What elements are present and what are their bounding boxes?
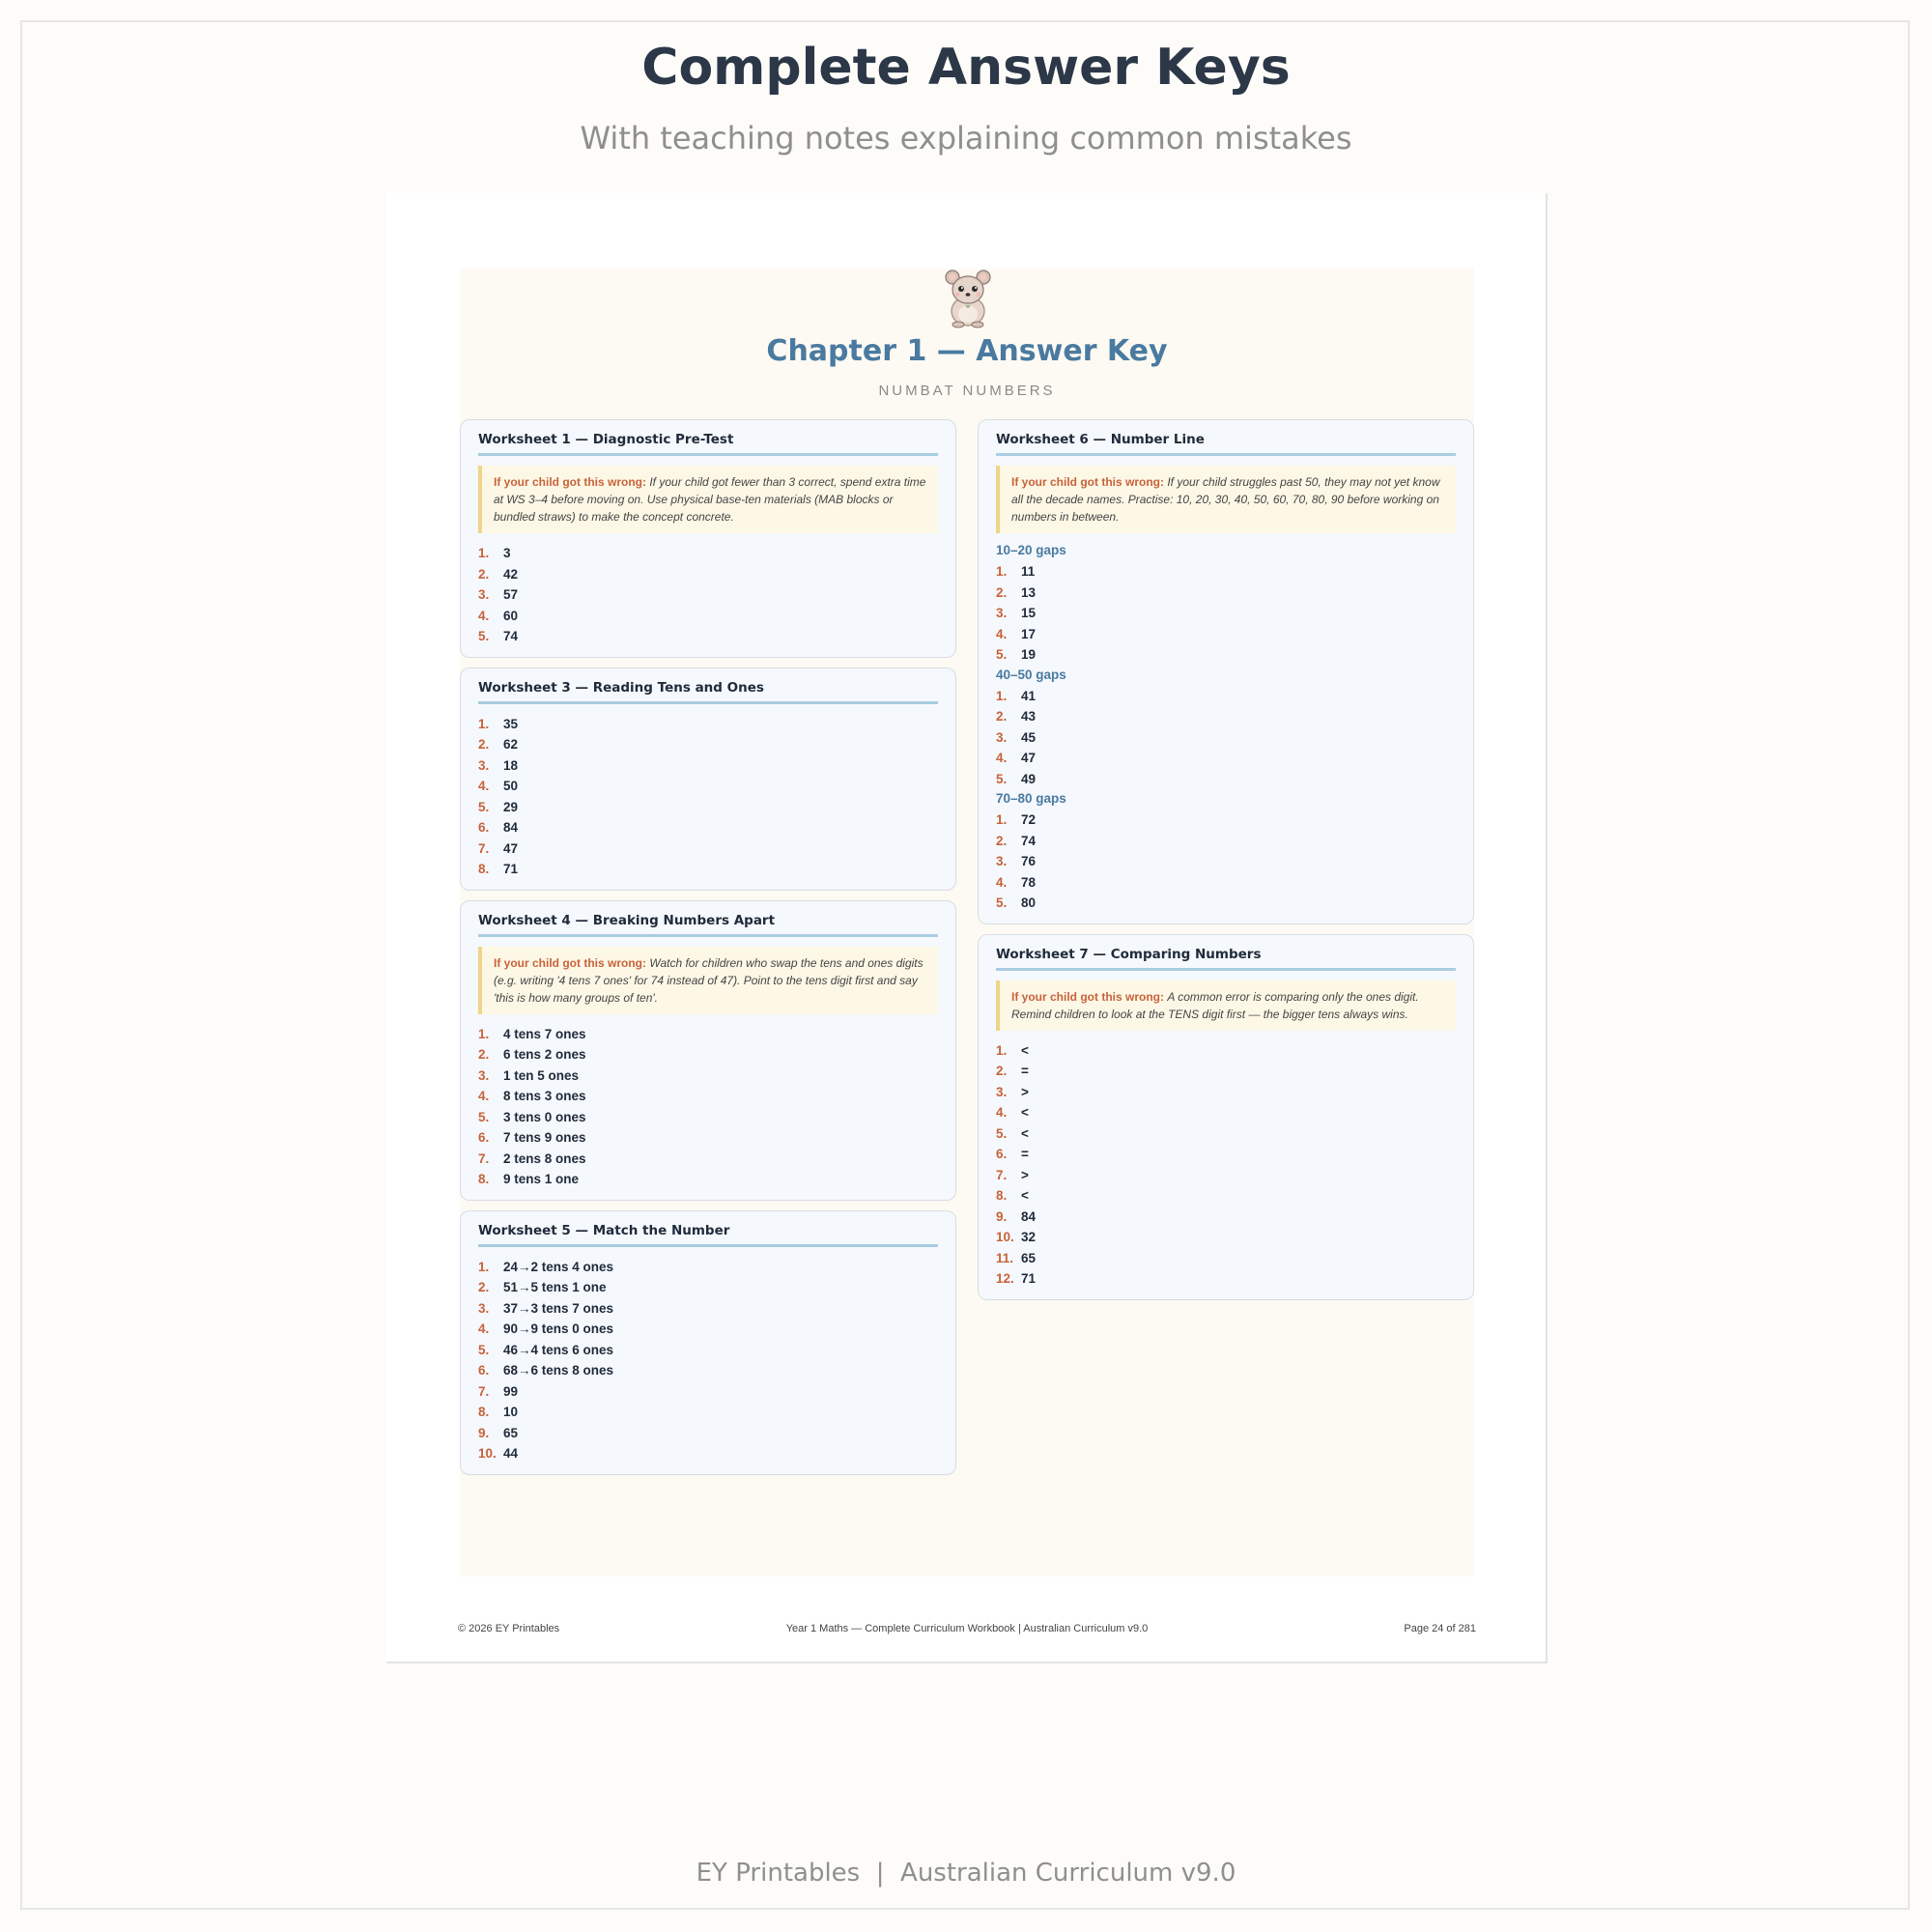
answer-number: 4.	[996, 751, 1008, 765]
answer-value: <	[1021, 1188, 1029, 1203]
page-subtitle: With teaching notes explaining common mistakes	[580, 120, 1352, 156]
note-text: Watch for children who swap the tens and ones digits (e.g. writing '4 tens 7 ones' for 74 instead of 47). Point to the tens digit first and say 'this is how many groups of ten'.	[494, 955, 923, 1005]
answer-number: 4.	[996, 626, 1008, 641]
chapter-subtitle: NUMBAT NUMBERS	[878, 383, 1056, 399]
answer-item	[478, 838, 938, 860]
answer-item	[478, 776, 938, 797]
chapter-title: Chapter 1 — Answer Key	[766, 334, 1168, 368]
note-text: A common error is comparing only the ones digit. Remind children to look at the TENS digit first — the bigger tens always wins.	[1011, 989, 1419, 1021]
answer-item	[478, 1340, 938, 1361]
answer-item	[478, 1423, 938, 1444]
answer-number: 6.	[478, 1363, 490, 1378]
group-label: 10–20 gaps	[996, 543, 1066, 557]
answer-item	[478, 1402, 938, 1423]
answer-number: 1.	[478, 716, 490, 731]
answer-item	[478, 1381, 938, 1403]
answer-item	[996, 1207, 1456, 1228]
right-column	[978, 419, 1474, 1310]
answer-number: 6.	[996, 1147, 1008, 1161]
teaching-note	[478, 947, 938, 1014]
answer-number: 5.	[478, 1109, 490, 1124]
answer-number: 10.	[996, 1230, 1014, 1244]
answer-value: 90→9 tens 0 ones	[503, 1321, 614, 1336]
note-label: If your child got this wrong:	[494, 955, 646, 970]
answer-number: 2.	[996, 584, 1008, 600]
answer-item	[478, 797, 938, 818]
answer-value: 47	[1021, 751, 1037, 765]
answer-value: 35	[503, 716, 519, 731]
answer-item	[996, 1144, 1456, 1165]
answer-number: 3.	[478, 1300, 490, 1316]
answer-number: 9.	[996, 1208, 1008, 1224]
answer-item	[478, 543, 938, 564]
bottom-caption: EY Printables | Australian Curriculum v9.0	[696, 1859, 1236, 1888]
answer-number: 2.	[478, 1047, 490, 1062]
worksheet-page	[386, 193, 1548, 1663]
answer-item	[478, 1257, 938, 1278]
answer-value: 2 tens 8 ones	[503, 1151, 586, 1166]
answer-number: 2.	[996, 709, 1008, 724]
answer-item	[996, 727, 1456, 749]
answer-item	[478, 606, 938, 627]
answer-number: 2.	[478, 566, 490, 582]
answer-value: 68→6 tens 8 ones	[503, 1363, 614, 1378]
answer-value: 10	[503, 1405, 519, 1419]
answer-list	[478, 714, 938, 880]
answer-item	[478, 1443, 938, 1464]
answer-value: 80	[1021, 895, 1037, 910]
answer-number: 1.	[478, 1026, 490, 1041]
answer-list	[996, 1040, 1456, 1290]
answer-item	[478, 817, 938, 838]
answer-list	[478, 1257, 938, 1464]
worksheet-4-card	[460, 900, 956, 1201]
answer-value: 60	[503, 608, 519, 623]
answer-value: 7 tens 9 ones	[503, 1130, 586, 1145]
footer-page-number: Page 24 of 281	[1404, 1623, 1476, 1634]
answer-item	[996, 624, 1456, 645]
answer-number: 1.	[478, 1259, 490, 1274]
answer-item	[478, 714, 938, 735]
answer-value: 29	[503, 799, 519, 814]
answer-item	[996, 706, 1456, 727]
answer-number: 5.	[996, 895, 1008, 910]
answer-list	[996, 810, 1456, 914]
answer-item	[996, 851, 1456, 872]
answer-number: 12.	[996, 1271, 1014, 1286]
answer-number: 10.	[478, 1446, 497, 1461]
answer-item	[478, 1127, 938, 1149]
answer-value: 3 tens 0 ones	[503, 1109, 586, 1124]
answer-item	[478, 1065, 938, 1087]
answer-value: 9 tens 1 one	[503, 1172, 580, 1186]
answer-item	[996, 1185, 1456, 1207]
answer-number: 1.	[996, 564, 1008, 579]
answer-number: 4.	[478, 779, 490, 793]
card-title: Worksheet 1 — Diagnostic Pre-Test	[478, 432, 938, 456]
answer-value: 37→3 tens 7 ones	[503, 1300, 614, 1316]
answer-item	[478, 626, 938, 647]
answer-value: 51→5 tens 1 one	[503, 1280, 607, 1294]
card-title: Worksheet 3 — Reading Tens and Ones	[478, 680, 938, 704]
answer-number: 6.	[478, 820, 490, 835]
answer-value: 84	[503, 820, 519, 835]
answer-number: 8.	[478, 862, 490, 876]
teaching-note	[478, 466, 938, 533]
answer-value: 84	[1021, 1208, 1037, 1224]
answer-item	[996, 603, 1456, 624]
answer-item	[478, 859, 938, 880]
answer-item	[996, 1165, 1456, 1186]
answer-item	[996, 1248, 1456, 1269]
answer-value: <	[1021, 1125, 1029, 1141]
answer-number: 4.	[996, 874, 1008, 890]
answer-number: 11.	[996, 1250, 1014, 1265]
answer-number: 5.	[996, 1125, 1008, 1141]
answer-value: >	[1021, 1084, 1029, 1099]
footer-workbook-title: Year 1 Maths — Complete Curriculum Workbook | Australian Curriculum v9.0	[785, 1623, 1149, 1634]
answer-item	[996, 1268, 1456, 1290]
answer-value: 6 tens 2 ones	[503, 1047, 586, 1062]
teaching-note	[996, 466, 1456, 533]
answer-item	[996, 1082, 1456, 1103]
answer-number: 5.	[478, 1342, 490, 1357]
answer-list	[996, 561, 1456, 666]
answer-number: 3.	[996, 606, 1008, 620]
left-column	[460, 419, 956, 1485]
answer-value: >	[1021, 1167, 1029, 1182]
worksheet-1-card	[460, 419, 956, 658]
answer-value: =	[1021, 1064, 1029, 1078]
answer-value: <	[1021, 1042, 1029, 1058]
answer-number: 4.	[478, 1321, 490, 1336]
answer-number: 7.	[478, 1151, 490, 1166]
answer-item	[996, 872, 1456, 894]
answer-item	[996, 769, 1456, 790]
answer-item	[996, 1040, 1456, 1062]
answer-item	[996, 1061, 1456, 1082]
answer-value: 3	[503, 546, 511, 560]
answer-value: 11	[1021, 564, 1036, 579]
answer-item	[478, 584, 938, 606]
answer-item	[996, 1123, 1456, 1145]
answer-value: 24→2 tens 4 ones	[503, 1259, 614, 1274]
answer-value: 1 ten 5 ones	[503, 1067, 580, 1083]
answer-number: 5.	[996, 647, 1008, 662]
answer-value: 50	[503, 779, 519, 793]
card-title: Worksheet 5 — Match the Number	[478, 1223, 938, 1247]
card-title: Worksheet 4 — Breaking Numbers Apart	[478, 913, 938, 937]
answer-number: 6.	[478, 1130, 490, 1145]
answer-key-panel	[460, 269, 1474, 1577]
answer-number: 4.	[478, 608, 490, 623]
answer-item	[996, 1227, 1456, 1248]
answer-value: 57	[503, 587, 519, 602]
answer-item	[478, 734, 938, 755]
answer-item	[996, 810, 1456, 831]
answer-number: 2.	[996, 833, 1008, 848]
answer-value: 15	[1021, 606, 1037, 620]
answer-number: 3.	[996, 854, 1008, 868]
answer-value: 44	[503, 1446, 519, 1461]
answer-item	[996, 561, 1456, 582]
answer-value: 32	[1021, 1230, 1037, 1244]
answer-list	[478, 543, 938, 647]
answer-value: 71	[1021, 1271, 1037, 1286]
answer-number: 2.	[996, 1064, 1008, 1078]
answer-number: 5.	[478, 799, 490, 814]
answer-item	[996, 1102, 1456, 1123]
answer-list	[478, 1024, 938, 1190]
group-label: 40–50 gaps	[996, 667, 1066, 682]
answer-value: 42	[503, 566, 519, 582]
answer-number: 3.	[478, 587, 490, 602]
answer-number: 7.	[996, 1167, 1008, 1182]
answer-item	[996, 831, 1456, 852]
answer-item	[478, 1319, 938, 1340]
answer-value: 17	[1021, 626, 1037, 641]
answer-value: 71	[503, 862, 519, 876]
answer-number: 2.	[478, 737, 490, 752]
worksheet-7-card	[978, 934, 1474, 1300]
group-label: 70–80 gaps	[996, 791, 1066, 806]
card-title: Worksheet 6 — Number Line	[996, 432, 1456, 456]
answer-value: 13	[1021, 584, 1037, 600]
card-title: Worksheet 7 — Comparing Numbers	[996, 947, 1456, 971]
numbat-mascot-icon	[937, 269, 999, 328]
answer-number: 4.	[996, 1105, 1008, 1120]
footer-copyright: © 2026 EY Printables	[458, 1623, 560, 1634]
note-label: If your child got this wrong:	[1011, 475, 1164, 489]
answer-value: 78	[1021, 874, 1037, 890]
worksheet-5-card	[460, 1210, 956, 1475]
answer-value: 43	[1021, 709, 1037, 724]
answer-value: 65	[503, 1425, 519, 1440]
answer-value: 4 tens 7 ones	[503, 1026, 586, 1041]
answer-value: 18	[503, 757, 519, 773]
page-title: Complete Answer Keys	[641, 39, 1291, 97]
answer-value: 62	[503, 737, 519, 752]
answer-item	[996, 644, 1456, 666]
answer-item	[478, 755, 938, 777]
answer-item	[478, 1024, 938, 1045]
answer-value: 8 tens 3 ones	[503, 1089, 586, 1103]
answer-number: 3.	[478, 1067, 490, 1083]
answer-item	[478, 1107, 938, 1128]
answer-value: 45	[1021, 729, 1037, 745]
answer-value: 19	[1021, 647, 1037, 662]
answer-number: 8.	[996, 1188, 1008, 1203]
answer-number: 3.	[996, 1084, 1008, 1099]
answer-number: 8.	[478, 1172, 490, 1186]
note-label: If your child got this wrong:	[494, 475, 646, 489]
answer-item	[478, 1360, 938, 1381]
answer-item	[996, 893, 1456, 914]
answer-value: 46→4 tens 6 ones	[503, 1342, 614, 1357]
answer-value: 99	[503, 1383, 519, 1399]
answer-number: 1.	[996, 688, 1008, 703]
answer-number: 1.	[996, 812, 1008, 827]
note-text: If your child got fewer than 3 correct, spend extra time at WS 3–4 before moving on. Use physical base-ten materials (MAB blocks or bundled straws) to make the concept concrete.	[494, 475, 926, 524]
answer-number: 1.	[478, 546, 490, 560]
answer-value: 72	[1021, 812, 1037, 827]
answer-value: <	[1021, 1105, 1029, 1120]
answer-value: 74	[503, 629, 519, 643]
worksheet-3-card	[460, 668, 956, 891]
answer-number: 5.	[996, 771, 1008, 786]
worksheet-6-card	[978, 419, 1474, 924]
answer-number: 9.	[478, 1425, 490, 1440]
answer-number: 5.	[478, 629, 490, 643]
answer-item	[996, 582, 1456, 604]
answer-value: =	[1021, 1147, 1029, 1161]
answer-number: 3.	[996, 729, 1008, 745]
answer-number: 7.	[478, 1383, 490, 1399]
answer-item	[478, 1086, 938, 1107]
answer-item	[478, 1277, 938, 1298]
answer-item	[996, 748, 1456, 769]
answer-item	[478, 1044, 938, 1065]
answer-value: 76	[1021, 854, 1037, 868]
note-text: If your child struggles past 50, they may not yet know all the decade names. Practise: 10, 20, 30, 40, 50, 60, 70, 80, 90 before working on numbers in between.	[1011, 475, 1440, 524]
answer-value: 65	[1021, 1250, 1037, 1265]
answer-item	[478, 1149, 938, 1170]
teaching-note	[996, 980, 1456, 1031]
answer-item	[996, 686, 1456, 707]
answer-number: 2.	[478, 1280, 490, 1294]
answer-number: 1.	[996, 1042, 1008, 1058]
answer-item	[478, 564, 938, 585]
answer-item	[478, 1298, 938, 1320]
answer-value: 47	[503, 840, 519, 856]
answer-number: 8.	[478, 1405, 490, 1419]
answer-list	[996, 686, 1456, 790]
answer-number: 4.	[478, 1089, 490, 1103]
answer-value: 41	[1021, 688, 1037, 703]
answer-number: 7.	[478, 840, 490, 856]
note-label: If your child got this wrong:	[1011, 989, 1164, 1004]
answer-value: 74	[1021, 833, 1037, 848]
answer-value: 49	[1021, 771, 1037, 786]
answer-number: 3.	[478, 757, 490, 773]
answer-item	[478, 1169, 938, 1190]
